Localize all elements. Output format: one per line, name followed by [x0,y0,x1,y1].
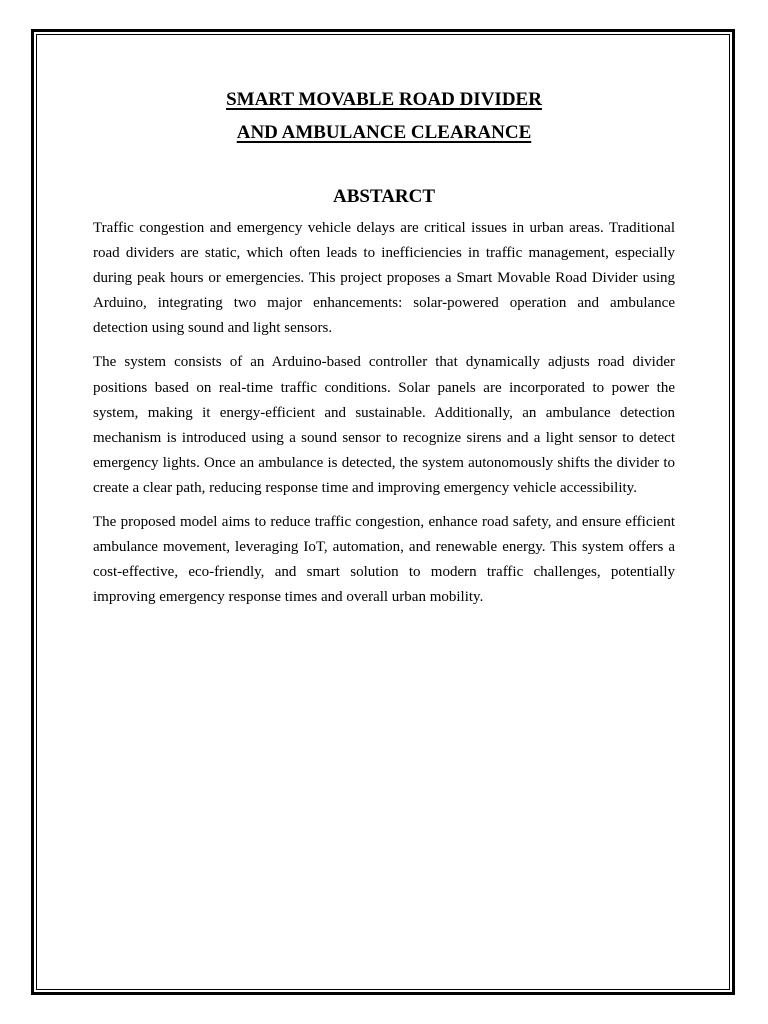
document-title-line-2-text: AND AMBULANCE CLEARANCE [236,122,532,143]
document-title-line-2 [0,121,768,145]
document-title-line-1 [0,88,768,112]
abstract-paragraph-1: Traffic congestion and emergency vehicle delays are critical issues in urban areas. Traditional road dividers are static, which often leads to inefficiencies in traffic management, especially during peak hours or emergencies. This project proposes a Smart Movable Road Divider using Arduino, integrating two major enhancements: solar-powered operation and ambulance detection using sound and light sensors. [93,220,675,337]
section-heading: ABSTARCT [332,186,436,207]
document-title-line-1-text: SMART MOVABLE ROAD DIVIDER [226,89,542,110]
abstract-paragraph-3: The proposed model aims to reduce traffic congestion, enhance road safety, and ensure efficient ambulance movement, leveraging IoT, automation, and renewable energy. This system offers a cost-effective, eco-friendly, and smart solution to modern traffic challenges, potentially improving emergency response times and overall urban mobility. [93,514,675,606]
abstract-body [93,216,675,619]
abstract-paragraph-2: The system consists of an Arduino-based controller that dynamically adjusts road divider positions based on real-time traffic conditions. Solar panels are incorporated to power the system, making it energy-efficient and sustainable. Additionally, an ambulance detection mechanism is introduced using a sound sensor to recognize sirens and a light sensor to detect emergency lights. Once an ambulance is detected, the system autonomously shifts the divider to create a clear path, reducing response time and improving emergency vehicle accessibility. [93,354,675,496]
